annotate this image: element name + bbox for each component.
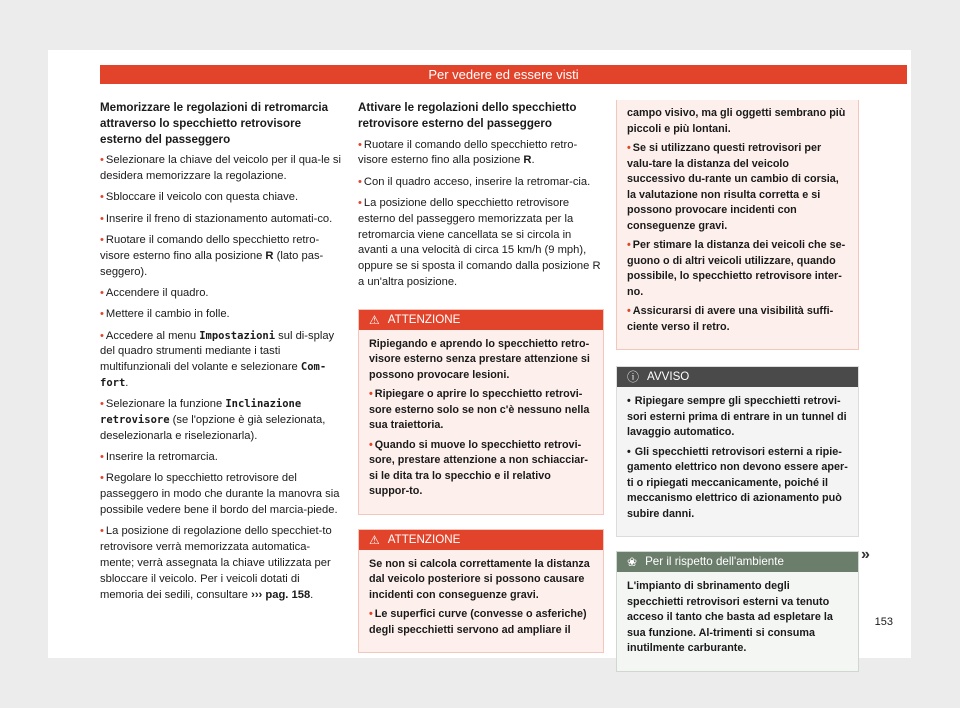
list-item: • Accendere il quadro.: [100, 286, 209, 299]
list-item: • Selezionare la funzione Inclinazione retrovisore (se l'opzione è già selezionata, deselezionarla e riselezionarla).: [100, 398, 326, 442]
list-item: • Mettere il cambio in folle.: [100, 308, 230, 321]
section-heading: Memorizzare le regolazioni di retromarcia attraverso lo specchietto retrovisore esterno del passeggero: [100, 101, 329, 146]
list-item: • Regolare lo specchietto retrovisore del passeggero in modo che durante la manovra sia possibile vedere bene il bordo del marcia-piede.: [100, 472, 340, 517]
list-item: • Selezionare la chiave del veicolo per il qua-le si desidera memorizzare la regolazione.: [100, 154, 341, 183]
warning-title: ATTENZIONE: [387, 532, 461, 546]
warning-intro: Se non si calcola correttamente la distanza dal veicolo posteriore si possono causare incidenti con conseguenze gravi.: [369, 557, 590, 601]
manual-page: [48, 50, 911, 658]
notice-title: AVVISO: [647, 370, 690, 383]
info-circle-icon: ⓘ: [627, 370, 640, 384]
list-item: • La posizione di regolazione dello specchiet-to retrovisore verrà memorizzata automatica-mente; verrà assegnata la chiave utilizzata per sbloccare il veicolo. Per i veicoli dotati di memoria dei sedili, consultare ››› pag. 158.: [100, 525, 332, 601]
menu-reference: Inclinazione retrovisore: [100, 398, 302, 427]
environment-text: L'impianto di sbrinamento degli specchietti retrovisori esterni va tenuto acceso il tanto che basta ad espletare la sua funzione. Al-trimenti si consuma inutilmente carburante.: [627, 580, 833, 654]
list-item: • Accedere al menu Impostazioni sul di-splay del quadro strumenti mediante i tasti multifunzionali del volante e selezionare Com-fort.: [100, 329, 335, 389]
list-item: • Inserire il freno di stazionamento automati-co.: [100, 212, 333, 225]
list-item: • Ripiegare sempre gli specchietti retrovi-sori esterni prima di entrare in un tunnel di lavaggio automatico.: [627, 395, 847, 438]
leaf-icon: ❀: [627, 555, 638, 569]
list-item: • Inserire la retromarcia.: [100, 451, 218, 464]
list-item: • Se si utilizzano questi retrovisori per valu-tare la distanza del veicolo successivo du-rante un cambio di corsia, la valutazione non risulta corretta e si possono provocare incidenti con conseguenze gravi.: [627, 142, 839, 232]
list-item: • Con il quadro acceso, inserire la retromar-cia.: [358, 175, 591, 188]
section-heading: Attivare le regolazioni dello specchietto retrovisore esterno del passeggero: [358, 101, 577, 130]
section-header: Per vedere ed essere visti: [100, 65, 907, 84]
warning-box-continued: [616, 100, 859, 350]
page-number: 153: [874, 616, 893, 628]
list-item: • Sbloccare il veicolo con questa chiave.: [100, 191, 299, 204]
list-item: • Ruotare il comando dello specchietto retro-visore esterno fino alla posizione R.: [358, 138, 578, 167]
list-item: • Assicurarsi di avere una visibilità suffi-ciente verso il retro.: [627, 305, 834, 333]
list-item: • Per stimare la distanza dei veicoli che se-guono o di altri veicoli utilizzare, quando possibile, lo specchietto retrovisore inter-no.: [627, 239, 846, 298]
environment-title: Per il rispetto dell'ambiente: [645, 555, 784, 568]
environment-box: [616, 551, 859, 672]
column-left: [100, 100, 342, 609]
warning-triangle-icon: ⚠: [369, 532, 380, 547]
list-item: • Ripiegare o aprire lo specchietto retrovi-sore esterno solo se non c'è nessuno nella sua traiettoria.: [369, 388, 590, 432]
warning-title: ATTENZIONE: [387, 312, 461, 326]
continue-marker: »: [861, 546, 870, 563]
column-right: [616, 100, 859, 686]
warning-triangle-icon: ⚠: [369, 312, 380, 327]
list-item: • La posizione dello specchietto retrovisore esterno del passeggero memorizzata per la retromarcia viene cancellata se si circola in avanti a una velocità di circa 15 km/h (9 mph), oppure se si sposta il comando dalla posizione R a un'altra posizione.: [358, 196, 601, 288]
list-item: • Gli specchietti retrovisori esterni a ripie-gamento elettrico non devono essere aper-ti o ripiegati meccanicamente, poiché il meccanismo elettrico di azionamento può subire danni.: [627, 445, 848, 520]
warning-box: [358, 529, 604, 654]
warning-continuation: campo visivo, ma gli oggetti sembrano più piccoli e più lontani.: [627, 107, 846, 135]
list-item: • Ruotare il comando dello specchietto retro-visore esterno fino alla posizione R (lato pas-seggero).: [100, 234, 324, 278]
warning-intro: Ripiegando e aprendo lo specchietto retro-visore esterno senza prestare attenzione si possono provocare lesioni.: [369, 337, 590, 381]
column-middle: [358, 100, 604, 667]
menu-reference: Com-fort: [100, 361, 327, 389]
notice-box: [616, 366, 859, 537]
page-reference[interactable]: ››› pag. 158: [251, 588, 311, 601]
list-item: • Quando si muove lo specchietto retrovi-sore, prestare attenzione a non schiacciar-si le dita tra lo specchio e il relativo suppor-to.: [369, 438, 589, 498]
list-item: • Le superfici curve (convesse o asferiche) degli specchietti servono ad ampliare il: [369, 608, 587, 636]
menu-reference: Impostazioni: [199, 329, 276, 342]
warning-box: [358, 309, 604, 515]
